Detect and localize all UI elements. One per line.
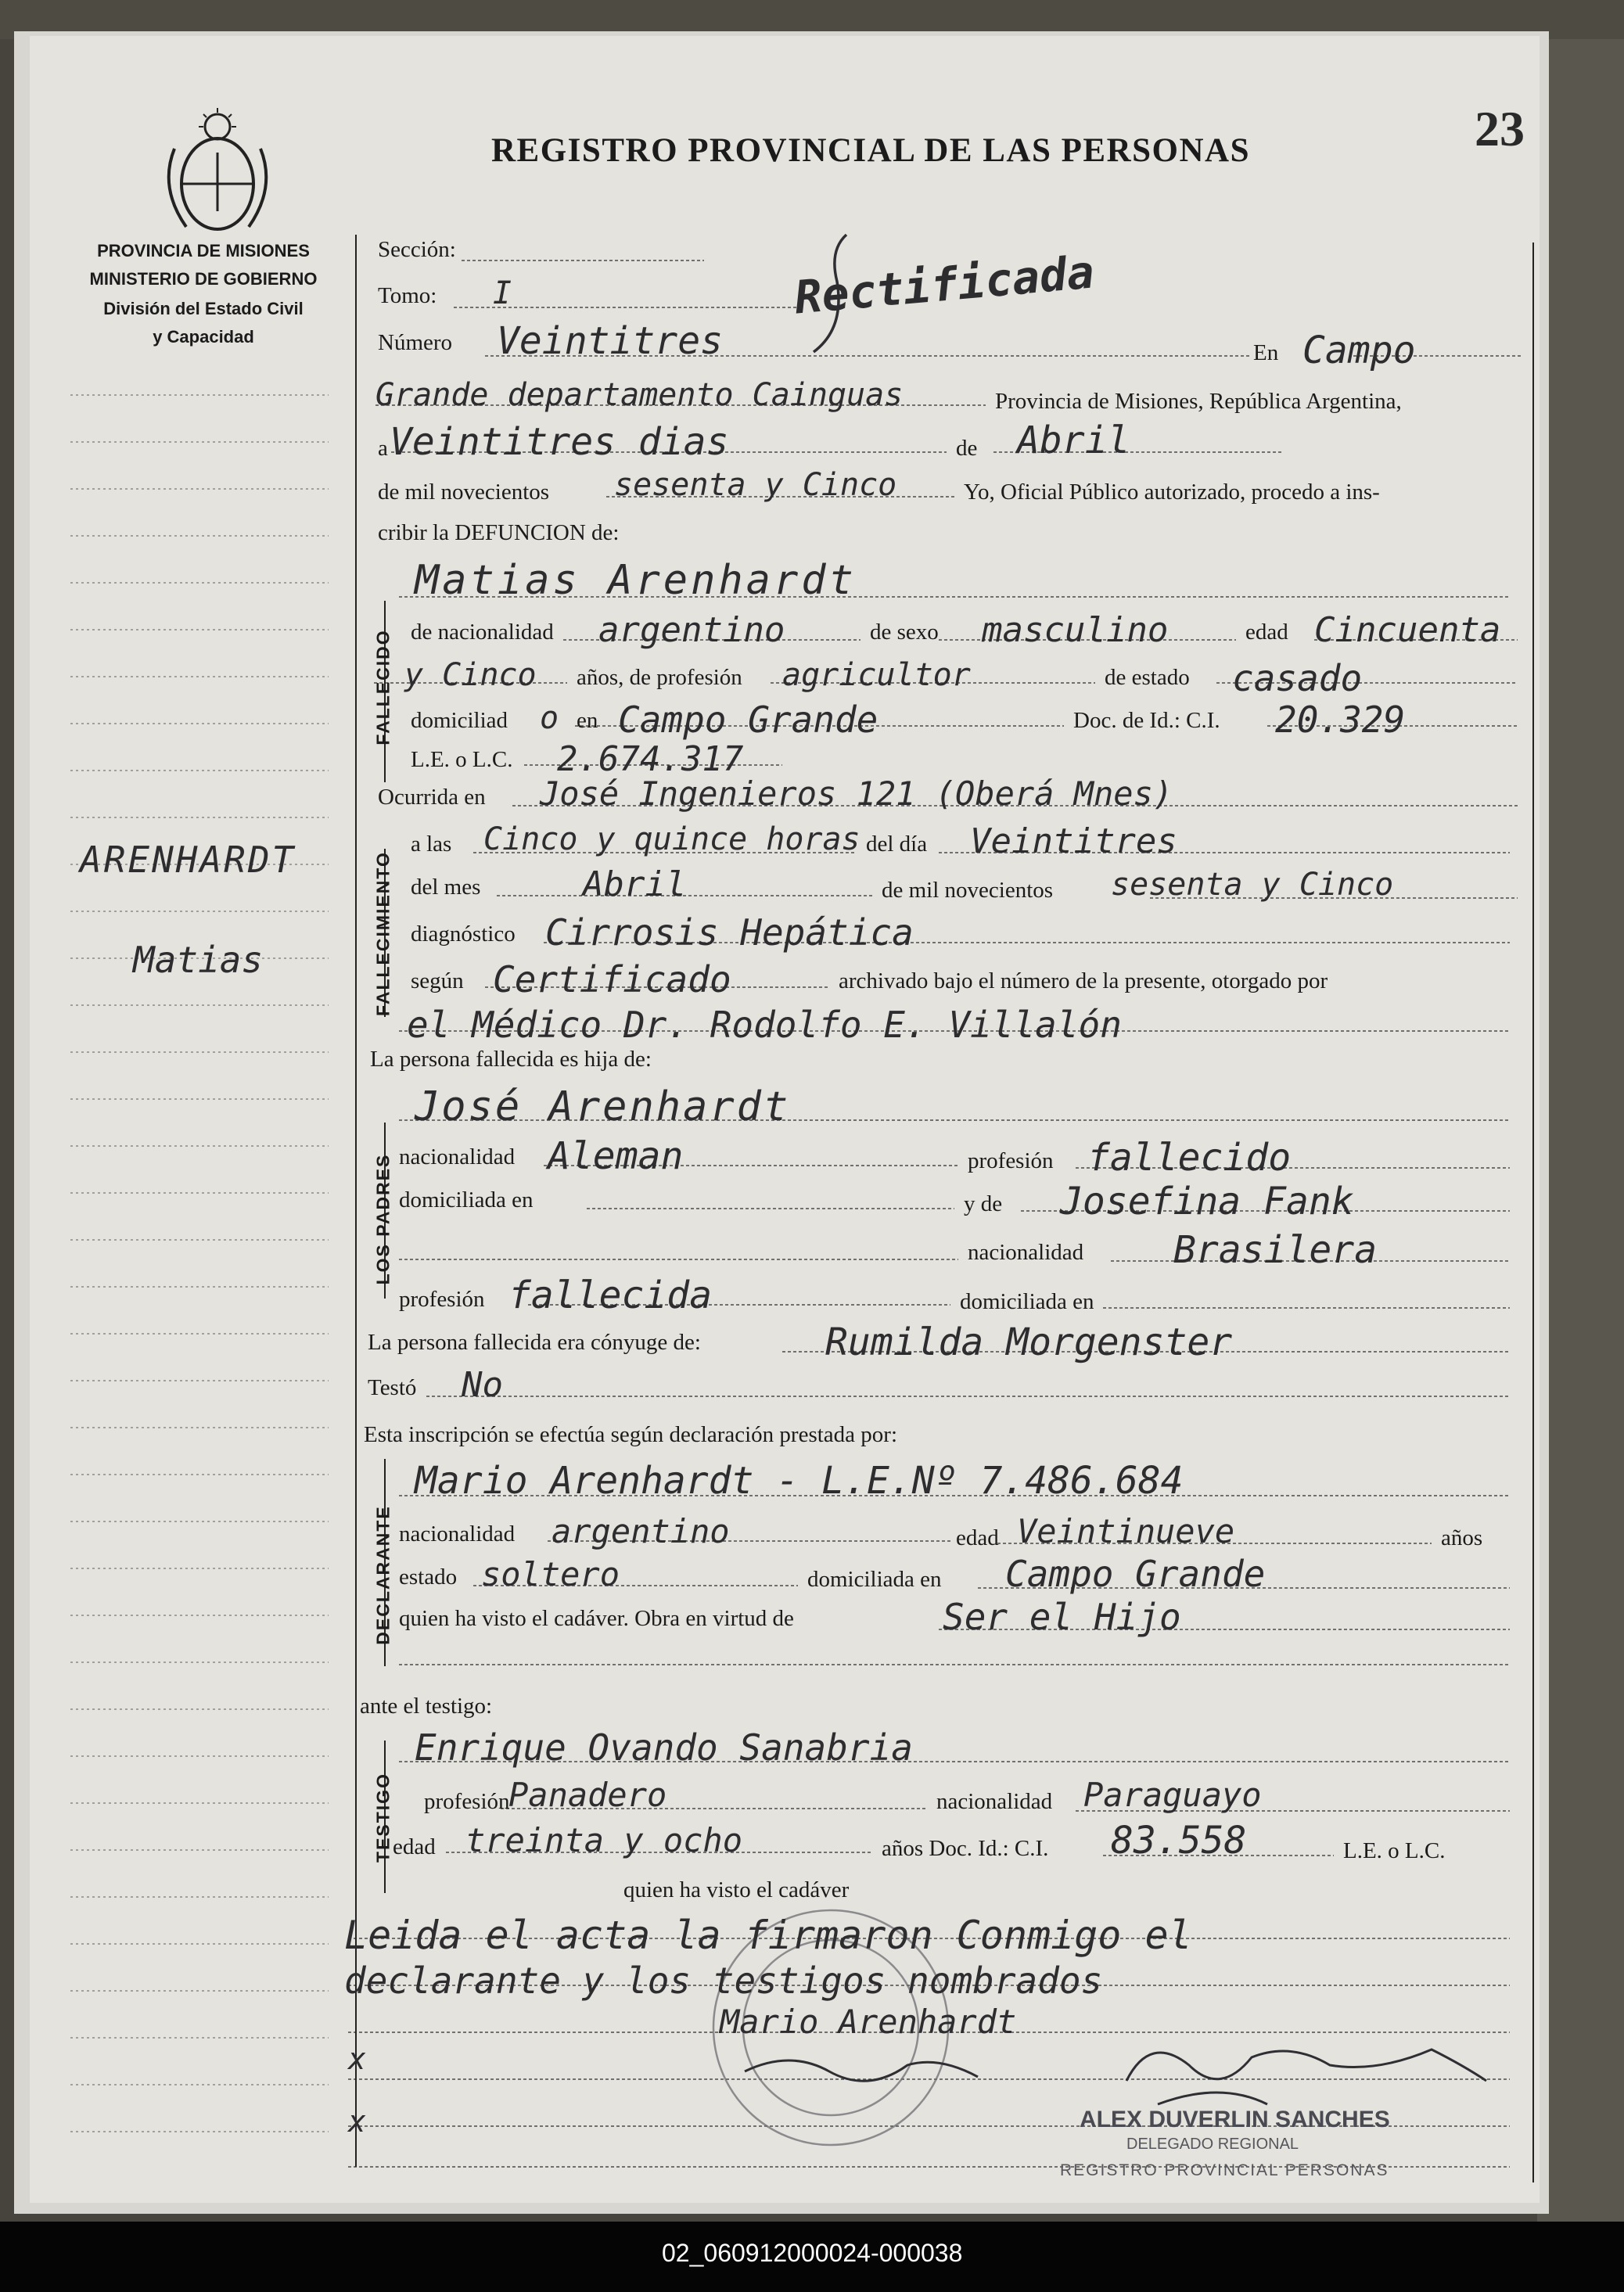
org-line-ministry: MINISTERIO DE GOBIERNO (89, 269, 318, 289)
label-diagnostico: diagnóstico (411, 921, 516, 947)
side-label-padres: LOS PADRES (372, 1153, 393, 1285)
hw-testigo-ci: 83.558 (1111, 1819, 1247, 1863)
label-de-sexo: de sexo (870, 620, 939, 645)
hw-edad-2: y Cinco (404, 657, 537, 693)
stamp-name: ALEX DUVERLIN SANCHES (1080, 2107, 1390, 2132)
hw-profesion: agricultor (782, 657, 971, 693)
hw-testigo: Enrique Ovando Sanabria (415, 1726, 913, 1769)
hw-fallecido-nombre: Matias Arenhardt (415, 557, 857, 604)
label-domiciliado: domiciliad (411, 708, 508, 733)
hw-x2: x (348, 2104, 366, 2139)
label-padre-nacionalidad: nacionalidad (399, 1144, 516, 1169)
hw-cierre-2: declarante y los testigos nombrados (344, 1960, 1103, 2002)
side-label-testigo: TESTIGO (372, 1773, 393, 1863)
org-line-province: PROVINCIA DE MISIONES (97, 241, 310, 260)
label-anos-profesion: años, de profesión (577, 665, 742, 690)
label-ocurrida: Ocurrida en (378, 785, 486, 810)
hw-hora: Cinco y quince horas (483, 821, 861, 857)
label-ante-testigo: ante el testigo: (360, 1694, 493, 1719)
hw-declarante-edad: Veintinueve (1017, 1512, 1235, 1550)
label-segun: según (411, 968, 464, 993)
hw-ci: 20.329 (1275, 699, 1406, 741)
hw-testigo-profesion: Panadero (508, 1776, 667, 1814)
label-quien-cadaver-obra: quien ha visto el cadáver. Obra en virtud de (399, 1606, 794, 1631)
label-en-2: en (577, 708, 598, 733)
org-line-capacity: y Capacidad (153, 327, 254, 347)
hw-medico: el Médico Dr. Rodolfo E. Villalón (407, 1004, 1122, 1046)
label-declarante-nacionalidad: nacionalidad (399, 1521, 516, 1547)
label-a-las: a las (411, 832, 452, 857)
label-testigo-profesion: profesión (424, 1789, 510, 1814)
hw-sexo: masculino (982, 610, 1169, 650)
hw-estado-civil: casado (1232, 657, 1363, 699)
footer-filename: 02_060912000024-000038 (662, 2239, 963, 2267)
label-de-mil: de mil novecientos (378, 480, 550, 505)
label-inscripcion: Esta inscripción se efectúa según declaración prestada por: (364, 1422, 898, 1447)
hw-padre-profesion: fallecido (1087, 1136, 1292, 1180)
label-edad: edad (1245, 620, 1288, 645)
label-de-nacionalidad: de nacionalidad (411, 620, 554, 645)
label-testigo-anos-doc: años Doc. Id.: C.I. (882, 1836, 1049, 1861)
hw-mes: Abril (1017, 419, 1130, 462)
label-yo-oficial: Yo, Oficial Público autorizado, procedo a ins- (964, 480, 1380, 505)
hw-dia: Veintitres dias (390, 420, 729, 464)
label-provincia: Provincia de Misiones, República Argentina, (995, 389, 1402, 414)
label-y-de: y de (964, 1191, 1003, 1216)
hw-declarante-nacionalidad: argentino (552, 1512, 730, 1550)
label-de-estado: de estado (1105, 665, 1190, 690)
hw-le-lc: 2.674.317 (557, 739, 744, 779)
page-title: REGISTRO PROVINCIAL DE LAS PERSONAS (491, 132, 1251, 169)
hw-padre: José Arenhardt (415, 1083, 791, 1130)
label-padre-domiciliada: domiciliada en (399, 1187, 534, 1212)
label-seccion: Sección: (378, 237, 456, 262)
label-hija-de: La persona fallecida es hija de: (370, 1047, 652, 1072)
label-del-mes: del mes (411, 875, 481, 900)
hw-ocurrida-en: José Ingenieros 121 (Oberá Mnes) (540, 774, 1173, 813)
side-label-fallecimiento: FALLECIMIENTO (372, 851, 393, 1016)
label-declarante-domiciliada: domiciliada en (807, 1567, 942, 1592)
label-declarante-estado: estado (399, 1565, 458, 1590)
hw-madre-profesion: fallecida (508, 1274, 713, 1317)
hw-nacionalidad: argentino (598, 610, 785, 650)
hw-lugar: Grande departamento Cainguas (375, 377, 904, 413)
label-madre-profesion: profesión (399, 1287, 485, 1312)
margin-surname: ARENHARDT (80, 839, 296, 881)
hw-x1: x (348, 2042, 366, 2076)
hw-tomo: I (493, 275, 512, 311)
label-testigo-cadaver: quien ha visto el cadáver (623, 1877, 850, 1902)
label-conyuge: La persona fallecida era cónyuge de: (368, 1330, 701, 1355)
hw-firma-1: Mario Arenhardt (720, 2003, 1017, 2041)
label-le-lc: L.E. o L.C. (411, 747, 513, 772)
hw-padre-nacionalidad: Aleman (548, 1134, 684, 1178)
label-tomo: Tomo: (378, 283, 437, 308)
hw-madre: Josefina Fank (1060, 1180, 1354, 1223)
side-label-fallecido: FALLECIDO (372, 629, 393, 745)
label-madre-nacionalidad: nacionalidad (968, 1240, 1084, 1265)
hw-declarante: Mario Arenhardt - L.E.Nº 7.486.684 (415, 1459, 1184, 1503)
side-label-declarante: DECLARANTE (372, 1505, 393, 1645)
label-en: En (1253, 340, 1279, 365)
hw-obra-virtud: Ser el Hijo (943, 1596, 1181, 1638)
label-madre-domiciliada: domiciliada en (960, 1289, 1094, 1314)
hw-ano: sesenta y Cinco (614, 467, 897, 503)
hw-mes-fallec: Abril (583, 864, 687, 904)
label-testigo-nacionalidad: nacionalidad (936, 1789, 1053, 1814)
hw-dia-fallec: Veintitres (970, 821, 1177, 861)
hw-testigo-edad: treinta y ocho (465, 1821, 743, 1859)
label-numero: Número (378, 330, 453, 355)
hw-numero: Veintitres (497, 319, 723, 363)
label-testigo-edad: edad (393, 1834, 436, 1859)
hw-segun: Certificado (493, 958, 731, 1001)
hw-testo: No (462, 1365, 503, 1405)
hw-testigo-nacionalidad: Paraguayo (1083, 1776, 1262, 1814)
label-declarante-edad: edad (956, 1525, 999, 1550)
stamp-office: REGISTRO PROVINCIAL PERSONAS (1060, 2161, 1389, 2179)
org-line-division: División del Estado Civil (103, 299, 304, 318)
label-de: de (956, 436, 978, 461)
label-testigo-le-lc: L.E. o L.C. (1343, 1838, 1446, 1863)
margin-given-name: Matias (133, 939, 264, 981)
label-de-mil-2: de mil novecientos (882, 878, 1054, 903)
label-declarante-anos: años (1441, 1525, 1483, 1550)
label-a: a (378, 436, 388, 461)
hw-domicilio: Campo Grande (618, 699, 878, 741)
hw-declarante-domicilio: Campo Grande (1005, 1553, 1266, 1595)
hw-en-place: Campo (1302, 329, 1416, 372)
hw-domiciliado-suffix: o (540, 700, 559, 736)
label-del-dia: del día (866, 832, 928, 857)
label-padre-profesion: profesión (968, 1148, 1054, 1173)
label-testo: Testó (368, 1375, 417, 1400)
stamp-role: DELEGADO REGIONAL (1126, 2136, 1299, 2153)
hw-annotation: Rectificada (792, 245, 1097, 325)
hw-cierre-1: Leida el acta la firmaron Conmigo el (344, 1913, 1192, 1958)
hw-declarante-estado: soltero (481, 1555, 620, 1593)
hw-conyuge: Rumilda Morgenster (825, 1320, 1233, 1364)
page-number: 23 (1475, 101, 1525, 156)
label-doc-id: Doc. de Id.: C.I. (1073, 708, 1220, 733)
hw-ano-fallec: sesenta y Cinco (1111, 867, 1394, 903)
hw-madre-nacionalidad: Brasilera (1173, 1228, 1378, 1272)
hw-edad-1: Cincuenta (1314, 610, 1501, 650)
hw-diagnostico: Cirrosis Hepática (545, 911, 914, 954)
label-archivado: archivado bajo el número de la presente, otorgado por (839, 968, 1328, 993)
label-inscribir: cribir la DEFUNCION de: (378, 520, 620, 545)
